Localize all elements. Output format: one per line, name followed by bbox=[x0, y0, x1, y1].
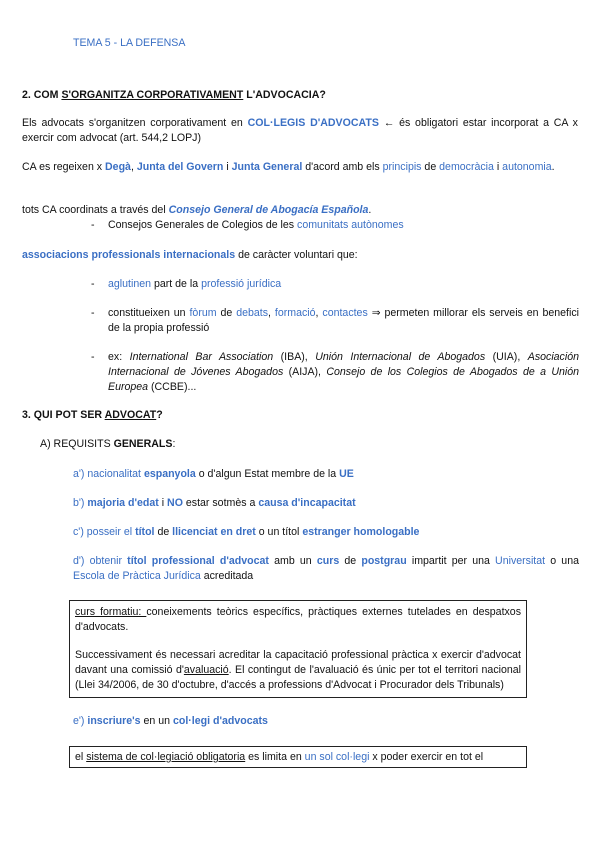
paragraph-governance: CA es regeixen x Degà, Junta del Govern i Junta General d'acord amb els principis de democràcia i autonomia. bbox=[22, 161, 555, 173]
list-item-examples: - ex: International Bar Association (IBA), Unión Internacional de Abogados (UIA), Asociación Internacional de Jóvenes Abogados (AIJA), Consejo de los Colegios de Abogados de a Unión Europea (CCBE)... bbox=[91, 351, 579, 394]
requirement-d: d') obtenir títol professional d'advocat amb un curs de postgrau impartit per una Universitat o una Escola de Pràctica Jurídica acreditada bbox=[73, 555, 579, 583]
requirement-c: c') posseir el títol de llicenciat en dret o un títol estranger homologable bbox=[73, 526, 420, 538]
paragraph-associacions: associacions professionals internacionals de caràcter voluntari que: bbox=[22, 249, 358, 261]
requirement-a: a') nacionalitat espanyola o d'algun Estat membre de la UE bbox=[73, 468, 354, 480]
subheading-requisits-generals: A) REQUISITS GENERALS: bbox=[40, 438, 176, 450]
requirement-b: b') majoria d'edat i NO estar sotmès a causa d'incapacitat bbox=[73, 497, 356, 509]
paragraph-colegis: Els advocats s'organitzen corporativament en COL·LEGIS D'ADVOCATS ← és obligatori estar incorporat a CA x exercir com advocat (art. 544,2 LOPJ) bbox=[22, 117, 578, 145]
section-3-heading: 3. QUI POT SER ADVOCAT? bbox=[22, 409, 163, 421]
list-item-forum: - constitueixen un fòrum de debats, formació, contactes ⇒ permeten millorar els serveis en benefici de la propia professió bbox=[91, 307, 580, 335]
section-2-heading: 2. COM S'ORGANITZA CORPORATIVAMENT L'ADVOCACIA? bbox=[22, 89, 326, 101]
note-avaluacio: Successivament és necessari acreditar la capacitació professional pràctica x exercir d'advocat davant una comissió d'avaluació. El contingut de l'avaluació és únic per tot el territori nacional (Llei 34/2006, de 30 d'octubre, d'accés a professions d'Advocat i Procurador dels Tribunals) bbox=[75, 649, 521, 692]
list-item-consejos: - Consejos Generales de Colegios de les comunitats autònomes bbox=[91, 219, 404, 231]
note-box-collegiacio: el sistema de col·legiació obligatoria es limita en un sol col·legi x poder exercir en tot el bbox=[69, 746, 527, 768]
paragraph-consejo: tots CA coordinats a través del Consejo General de Abogacía Española. bbox=[22, 204, 372, 216]
note-box-curs-formatiu bbox=[69, 600, 527, 698]
requirement-e: e') inscriure's en un col·legi d'advocats bbox=[73, 715, 268, 727]
page-header-title: TEMA 5 - LA DEFENSA bbox=[73, 37, 186, 49]
list-item-aglutinen: - aglutinen part de la professió jurídica bbox=[91, 278, 282, 290]
note-curs-formatiu: curs formatiu: coneixements teòrics específics, pràctiques externes tutelades en despatxos d'advocats. bbox=[75, 606, 521, 634]
